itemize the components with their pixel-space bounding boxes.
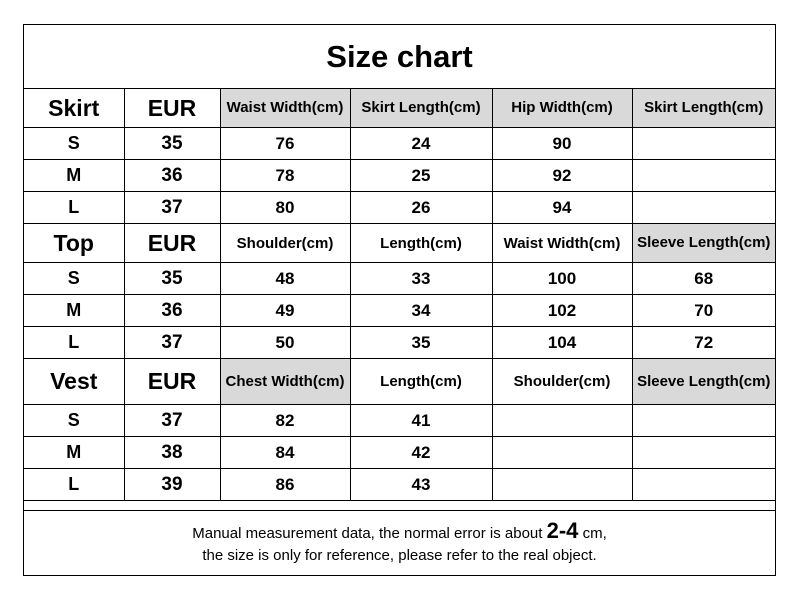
size-cell: S [24, 405, 124, 437]
size-cell: S [24, 128, 124, 160]
chart-title: Size chart [24, 25, 775, 89]
table-row [24, 160, 775, 192]
column-header: Shoulder(cm) [492, 359, 632, 405]
value-cell: 100 [492, 263, 632, 295]
column-header: Skirt Length(cm) [632, 89, 775, 128]
column-header: Length(cm) [350, 359, 492, 405]
section-label-skirt: Skirt [24, 89, 124, 128]
column-header: Chest Width(cm) [220, 359, 350, 405]
value-cell [632, 437, 775, 469]
value-cell: 34 [350, 295, 492, 327]
table-row [24, 469, 775, 501]
size-chart [23, 24, 776, 576]
eur-cell: 38 [124, 437, 220, 469]
value-cell: 25 [350, 160, 492, 192]
value-cell: 90 [492, 128, 632, 160]
value-cell [632, 128, 775, 160]
measurement-note [24, 510, 775, 575]
value-cell: 26 [350, 192, 492, 224]
eur-cell: 35 [124, 263, 220, 295]
error-range: 2-4 [546, 517, 579, 543]
value-cell: 84 [220, 437, 350, 469]
value-cell [632, 469, 775, 501]
eur-header: EUR [124, 224, 220, 263]
table-row [24, 327, 775, 359]
size-cell: M [24, 160, 124, 192]
eur-cell: 36 [124, 295, 220, 327]
value-cell: 50 [220, 327, 350, 359]
value-cell [632, 192, 775, 224]
size-cell: L [24, 469, 124, 501]
column-header: Sleeve Length(cm) [632, 359, 775, 405]
eur-cell: 37 [124, 327, 220, 359]
eur-header: EUR [124, 359, 220, 405]
value-cell: 104 [492, 327, 632, 359]
note-line-2: the size is only for reference, please refer to the real object. [202, 546, 597, 564]
note-text: Manual measurement data, the normal error is about [192, 524, 543, 542]
eur-cell: 37 [124, 405, 220, 437]
value-cell: 43 [350, 469, 492, 501]
column-header: Hip Width(cm) [492, 89, 632, 128]
value-cell [632, 160, 775, 192]
value-cell: 78 [220, 160, 350, 192]
size-cell: M [24, 295, 124, 327]
eur-cell: 35 [124, 128, 220, 160]
size-cell: M [24, 437, 124, 469]
value-cell: 33 [350, 263, 492, 295]
size-cell: L [24, 327, 124, 359]
note-unit: cm, [582, 524, 607, 542]
value-cell: 24 [350, 128, 492, 160]
value-cell: 76 [220, 128, 350, 160]
table-row [24, 263, 775, 295]
eur-cell: 37 [124, 192, 220, 224]
column-header: Shoulder(cm) [220, 224, 350, 263]
skirt-header-row [24, 89, 775, 128]
table-row [24, 192, 775, 224]
eur-cell: 39 [124, 469, 220, 501]
size-cell: S [24, 263, 124, 295]
vest-header-row [24, 359, 775, 405]
value-cell: 35 [350, 327, 492, 359]
column-header: Waist Width(cm) [492, 224, 632, 263]
column-header: Skirt Length(cm) [350, 89, 492, 128]
column-header: Sleeve Length(cm) [632, 224, 775, 263]
value-cell: 94 [492, 192, 632, 224]
value-cell: 72 [632, 327, 775, 359]
value-cell: 102 [492, 295, 632, 327]
value-cell: 70 [632, 295, 775, 327]
value-cell: 48 [220, 263, 350, 295]
table-row [24, 295, 775, 327]
value-cell: 68 [632, 263, 775, 295]
table-row [24, 128, 775, 160]
value-cell [632, 405, 775, 437]
value-cell: 86 [220, 469, 350, 501]
column-header: Waist Width(cm) [220, 89, 350, 128]
size-table [24, 89, 775, 501]
eur-cell: 36 [124, 160, 220, 192]
top-header-row [24, 224, 775, 263]
section-label-vest: Vest [24, 359, 124, 405]
value-cell: 49 [220, 295, 350, 327]
value-cell [492, 437, 632, 469]
section-label-top: Top [24, 224, 124, 263]
column-header: Length(cm) [350, 224, 492, 263]
value-cell: 82 [220, 405, 350, 437]
note-line-1 [192, 517, 607, 545]
value-cell: 41 [350, 405, 492, 437]
eur-header: EUR [124, 89, 220, 128]
table-row [24, 405, 775, 437]
value-cell: 42 [350, 437, 492, 469]
table-row [24, 437, 775, 469]
value-cell [492, 405, 632, 437]
value-cell: 92 [492, 160, 632, 192]
value-cell [492, 469, 632, 501]
value-cell: 80 [220, 192, 350, 224]
size-cell: L [24, 192, 124, 224]
